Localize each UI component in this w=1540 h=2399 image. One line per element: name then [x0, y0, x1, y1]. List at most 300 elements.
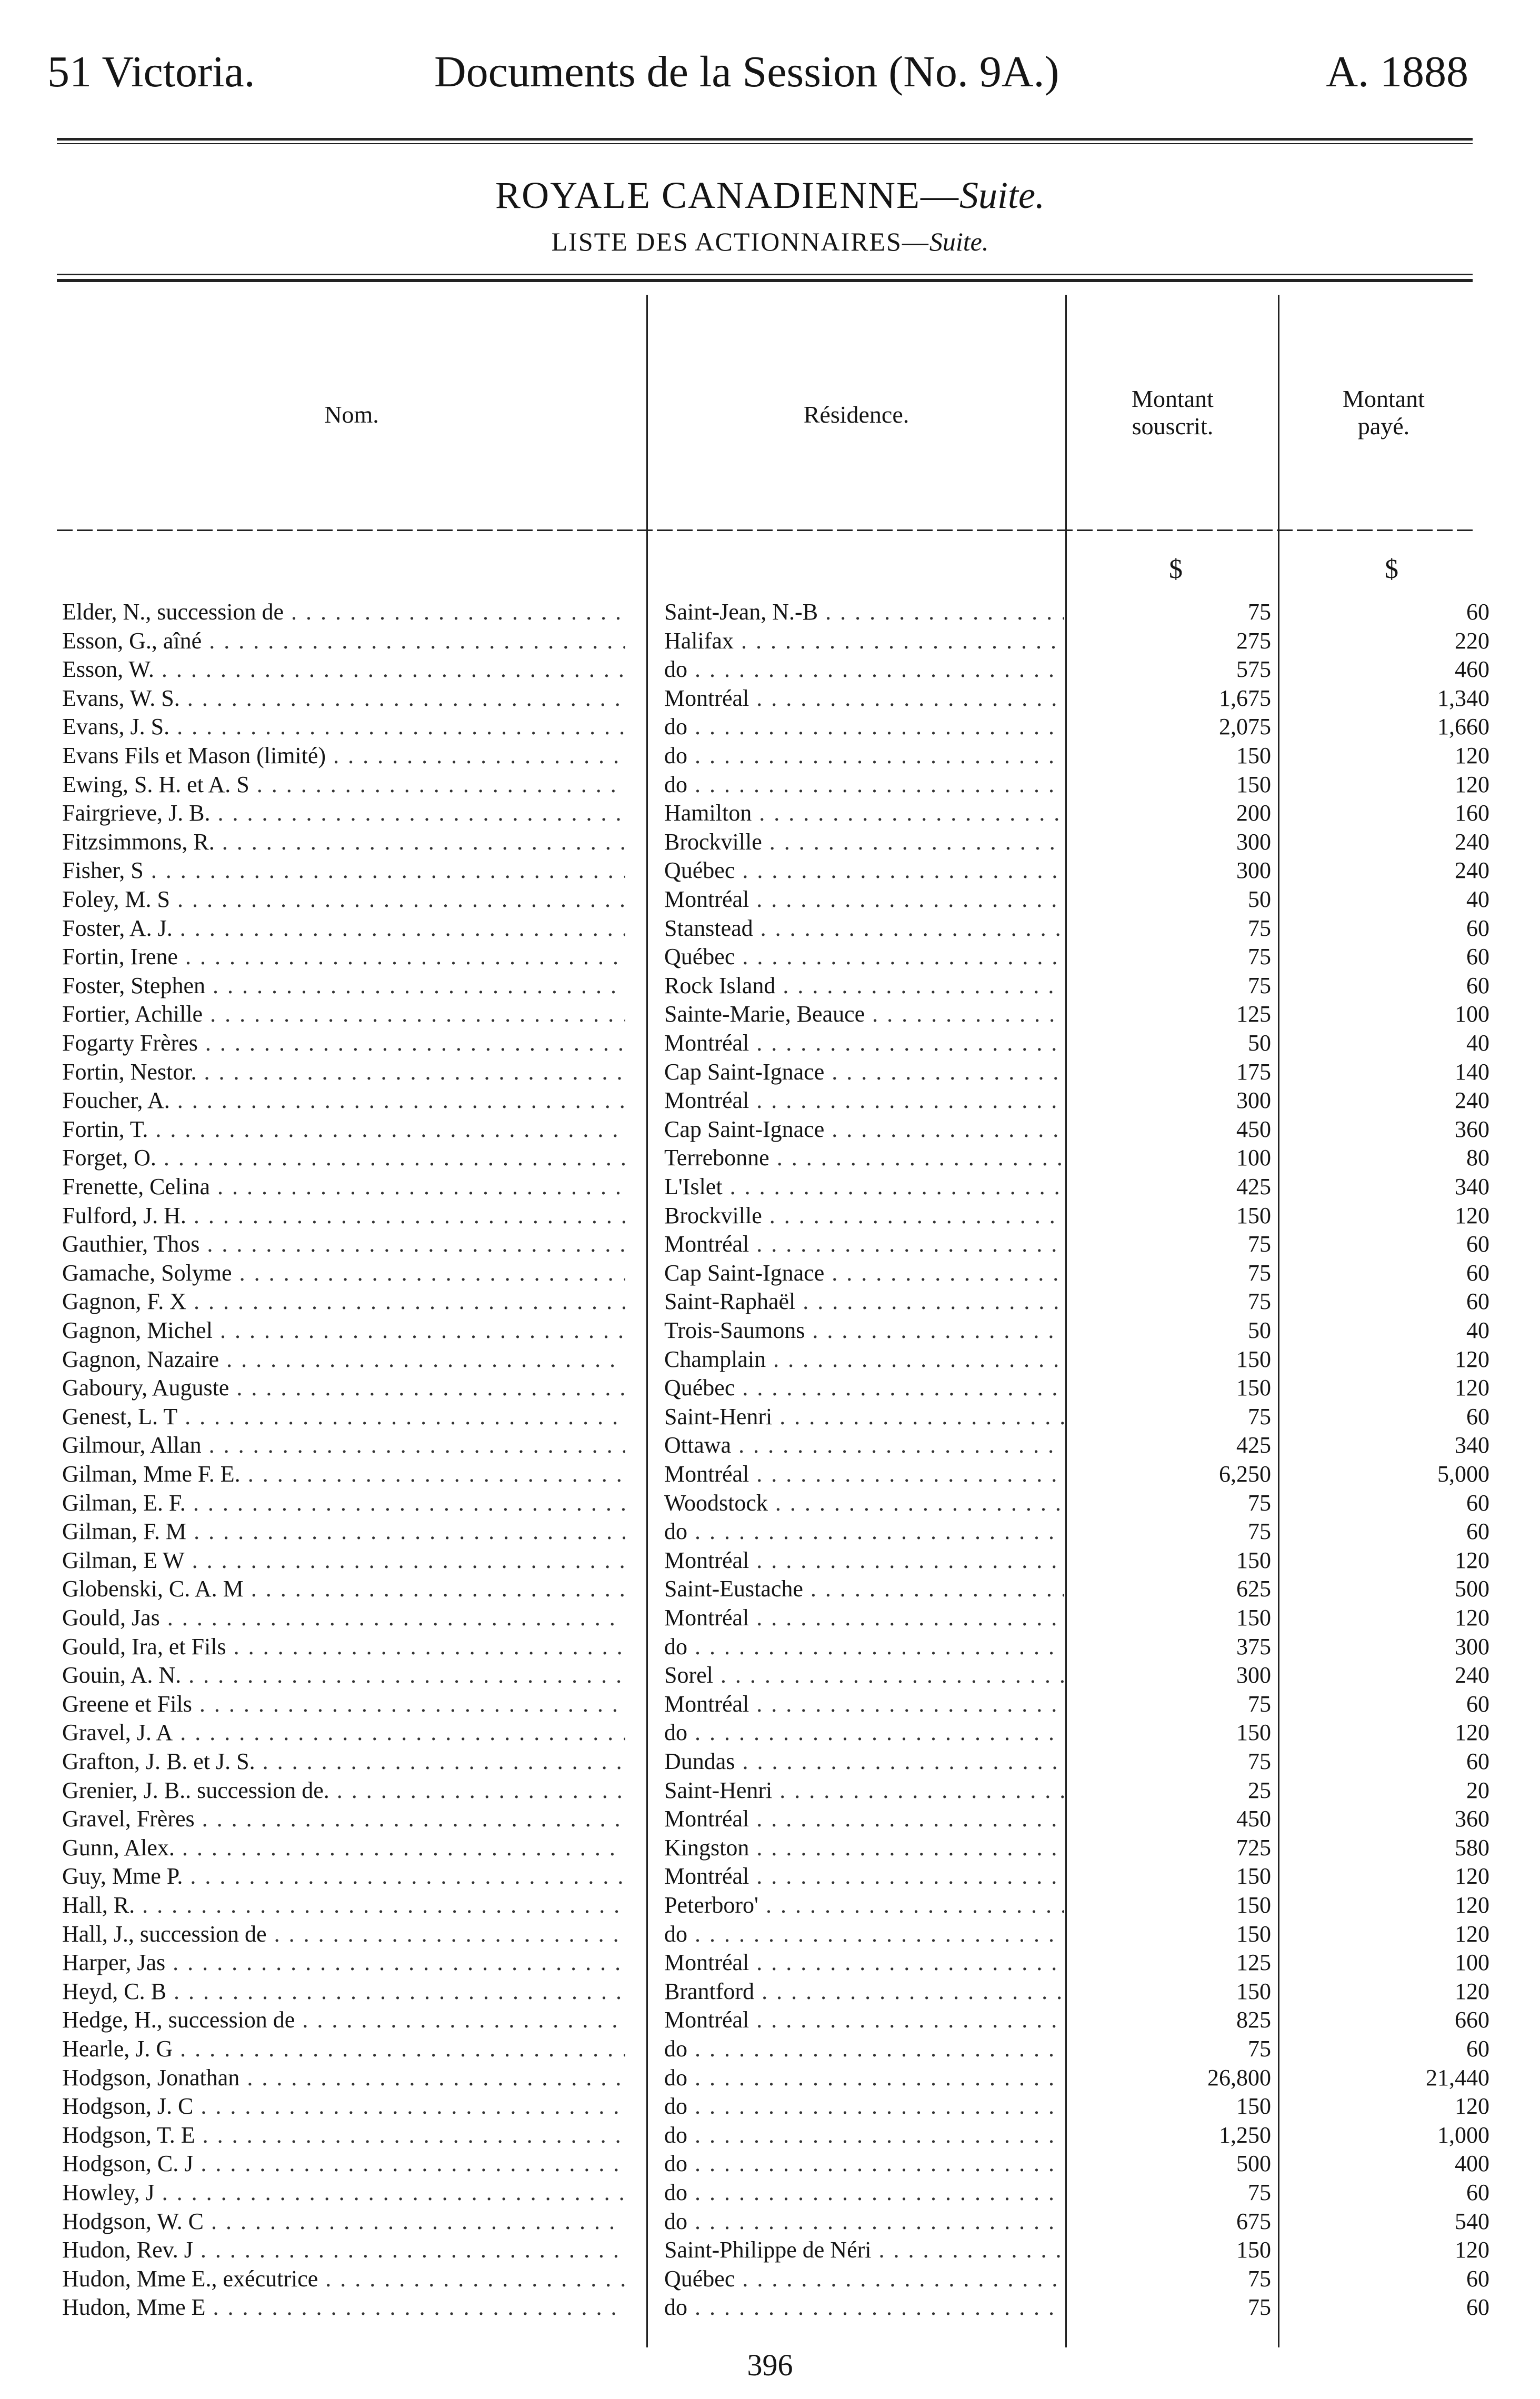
table-row: [0, 1230, 1540, 1258]
table-row: [0, 2207, 1540, 2236]
shareholder-residence: do . . .: [664, 2121, 1064, 2150]
amount-subscribed: 26,800: [1207, 2065, 1271, 2091]
shareholder-name: Gilman, Mme F. E. . . .: [62, 1460, 625, 1488]
amount-subscribed: 75: [1248, 1260, 1271, 1286]
table-row: [0, 1086, 1540, 1115]
amount-paid: 60: [1466, 2294, 1489, 2320]
shareholder-name: Hedge, H., succession de . . .: [62, 2006, 625, 2034]
amount-paid: 120: [1455, 1720, 1489, 1745]
shareholder-residence: Dundas . . .: [664, 1747, 1064, 1776]
amount-paid: 60: [1466, 2036, 1489, 2062]
shareholder-name: Hodgson, J. C . . .: [62, 2092, 625, 2121]
shareholder-name: Frenette, Celina . . .: [62, 1173, 625, 1201]
shareholder-name: Evans Fils et Mason (limité) . . .: [62, 742, 625, 770]
amount-paid: 120: [1455, 1921, 1489, 1947]
shareholder-residence: Saint-Raphaël . . .: [664, 1287, 1064, 1316]
amount-subscribed: 450: [1236, 1806, 1271, 1832]
shareholder-residence: L'Islet . . .: [664, 1173, 1064, 1201]
shareholder-name: Gravel, Frères . . .: [62, 1805, 625, 1833]
amount-paid: 60: [1466, 1404, 1489, 1430]
amount-subscribed: 500: [1236, 2151, 1271, 2176]
amount-subscribed: 125: [1236, 1950, 1271, 1975]
table-row: [0, 1661, 1540, 1690]
amount-paid: 660: [1455, 2007, 1489, 2033]
amount-subscribed: 175: [1236, 1059, 1271, 1085]
column-header-subscribed-line1: Montant: [1132, 385, 1214, 412]
table-top-rule-thin: [57, 274, 1473, 275]
amount-subscribed: 75: [1248, 1691, 1271, 1717]
shareholder-residence: do . . .: [664, 713, 1064, 741]
amount-paid: 40: [1466, 886, 1489, 912]
amount-subscribed: 100: [1236, 1145, 1271, 1171]
table-row: [0, 1517, 1540, 1546]
table-row: [0, 2236, 1540, 2264]
table-row: [0, 2035, 1540, 2063]
shareholder-name: Greene et Fils . . .: [62, 1690, 625, 1718]
shareholder-name: Fairgrieve, J. B. . . .: [62, 799, 625, 827]
section-title-suffix: Suite.: [959, 174, 1045, 216]
table-row: [0, 655, 1540, 684]
amount-paid: 120: [1455, 1892, 1489, 1918]
amount-subscribed: 25: [1248, 1777, 1271, 1803]
table-row: [0, 1345, 1540, 1374]
shareholder-name: Gilmour, Allan . . .: [62, 1431, 625, 1460]
currency-subscribed: $: [1169, 554, 1183, 584]
shareholder-residence: Terrebonne . . .: [664, 1144, 1064, 1172]
shareholder-residence: Montréal . . .: [664, 1805, 1064, 1833]
amount-paid: 60: [1466, 944, 1489, 969]
amount-subscribed: 150: [1236, 1605, 1271, 1631]
shareholder-name: Hudon, Mme E . . .: [62, 2293, 625, 2322]
table-row: [0, 2006, 1540, 2034]
shareholder-residence: Montréal . . .: [664, 1862, 1064, 1891]
amount-subscribed: 300: [1236, 857, 1271, 883]
shareholder-name: Fortin, Nestor. . . .: [62, 1058, 625, 1086]
table-row: [0, 684, 1540, 713]
shareholder-residence: Brockville . . .: [664, 1202, 1064, 1230]
shareholder-name: Forget, O. . . .: [62, 1144, 625, 1172]
amount-subscribed: 300: [1236, 1662, 1271, 1688]
amount-paid: 60: [1466, 1691, 1489, 1717]
amount-paid: 40: [1466, 1317, 1489, 1343]
column-header-subscribed: [1068, 385, 1277, 440]
currency-paid: $: [1385, 554, 1398, 584]
table-row: [0, 1862, 1540, 1891]
amount-paid: 360: [1455, 1116, 1489, 1142]
table-row: [0, 1977, 1540, 2006]
amount-subscribed: 50: [1248, 1030, 1271, 1056]
header-rule-thick: [57, 138, 1473, 141]
document-title: Documents de la Session (No. 9A.): [434, 47, 1059, 96]
amount-paid: 80: [1466, 1145, 1489, 1171]
amount-subscribed: 150: [1236, 1375, 1271, 1401]
table-row: [0, 1805, 1540, 1833]
amount-subscribed: 150: [1236, 1863, 1271, 1889]
shareholder-residence: do . . .: [664, 2035, 1064, 2063]
shareholder-name: Fortin, T. . . .: [62, 1115, 625, 1144]
shareholder-name: Gagnon, Nazaire . . .: [62, 1345, 625, 1374]
shareholder-name: Howley, J . . .: [62, 2178, 625, 2207]
table-row: [0, 1747, 1540, 1776]
table-top-rule-thick: [57, 279, 1473, 282]
amount-paid: 120: [1455, 1863, 1489, 1889]
shareholder-name: Fitzsimmons, R. . . .: [62, 828, 625, 856]
shareholder-residence: Saint-Philippe de Néri . . .: [664, 2236, 1064, 2264]
amount-paid: 120: [1455, 1547, 1489, 1573]
amount-subscribed: 150: [1236, 1892, 1271, 1918]
amount-subscribed: 75: [1248, 599, 1271, 625]
shareholder-name: Esson, W. . . .: [62, 655, 625, 684]
table-row: [0, 2092, 1540, 2121]
section-title-text: ROYALE CANADIENNE: [495, 174, 921, 216]
amount-subscribed: 6,250: [1219, 1461, 1271, 1487]
amount-paid: 540: [1455, 2208, 1489, 2234]
shareholder-name: Esson, G., aîné . . .: [62, 627, 625, 655]
shareholder-name: Hodgson, Jonathan . . .: [62, 2064, 625, 2092]
amount-paid: 60: [1466, 1288, 1489, 1314]
table-row: [0, 1575, 1540, 1603]
amount-subscribed: 150: [1236, 1203, 1271, 1228]
shareholder-name: Foucher, A. . . .: [62, 1086, 625, 1115]
amount-paid: 340: [1455, 1432, 1489, 1458]
amount-paid: 360: [1455, 1806, 1489, 1832]
shareholder-residence: Saint-Jean, N.-B . . .: [664, 598, 1064, 626]
table-row: [0, 627, 1540, 655]
amount-paid: 120: [1455, 1346, 1489, 1372]
column-header-paid-line1: Montant: [1343, 385, 1425, 412]
shareholder-residence: Québec . . .: [664, 943, 1064, 971]
amount-subscribed: 75: [1248, 2180, 1271, 2205]
table-row: [0, 2150, 1540, 2178]
table-row: [0, 771, 1540, 799]
shareholder-name: Grenier, J. B.. succession de. . . .: [62, 1776, 625, 1805]
shareholder-residence: Saint-Henri . . .: [664, 1776, 1064, 1805]
table-row: [0, 2265, 1540, 2293]
table-row: [0, 914, 1540, 943]
shareholder-residence: Montréal . . .: [664, 1029, 1064, 1057]
table-row: [0, 1144, 1540, 1172]
shareholder-name: Hodgson, W. C . . .: [62, 2207, 625, 2236]
amount-paid: 60: [1466, 1231, 1489, 1257]
shareholder-residence: Sorel . . .: [664, 1661, 1064, 1690]
page-header: [47, 46, 1468, 104]
amount-subscribed: 75: [1248, 2036, 1271, 2062]
table-row: [0, 1690, 1540, 1718]
shareholder-name: Gagnon, Michel . . .: [62, 1316, 625, 1345]
shareholder-residence: Montréal . . .: [664, 684, 1064, 713]
table-row: [0, 2121, 1540, 2150]
amount-subscribed: 300: [1236, 1087, 1271, 1113]
shareholder-residence: do . . .: [664, 1920, 1064, 1948]
amount-subscribed: 75: [1248, 1748, 1271, 1774]
shareholder-name: Gauthier, Thos . . .: [62, 1230, 625, 1258]
amount-subscribed: 1,250: [1219, 2122, 1271, 2148]
shareholder-residence: Stanstead . . .: [664, 914, 1064, 943]
shareholder-residence: Montréal . . .: [664, 1948, 1064, 1977]
amount-paid: 60: [1466, 1490, 1489, 1516]
amount-subscribed: 825: [1236, 2007, 1271, 2033]
shareholder-residence: do . . .: [664, 655, 1064, 684]
table-row: [0, 1718, 1540, 1747]
shareholder-name: Gouin, A. N. . . .: [62, 1661, 625, 1690]
amount-paid: 120: [1455, 1605, 1489, 1631]
header-rule-thin: [57, 143, 1473, 144]
amount-subscribed: 275: [1236, 628, 1271, 654]
shareholder-name: Globenski, C. A. M . . .: [62, 1575, 625, 1603]
table-row: [0, 1431, 1540, 1460]
amount-subscribed: 150: [1236, 1547, 1271, 1573]
column-header-paid-line2: payé.: [1357, 413, 1410, 439]
shareholder-name: Gould, Jas . . .: [62, 1604, 625, 1632]
shareholder-name: Hodgson, T. E . . .: [62, 2121, 625, 2150]
shareholder-residence: Montréal . . .: [664, 1546, 1064, 1575]
shareholder-name: Gravel, J. A . . .: [62, 1718, 625, 1747]
amount-paid: 240: [1455, 1087, 1489, 1113]
shareholder-name: Hall, J., succession de . . .: [62, 1920, 625, 1948]
amount-subscribed: 150: [1236, 2093, 1271, 2119]
shareholder-name: Foley, M. S . . .: [62, 885, 625, 914]
shareholder-residence: Montréal . . .: [664, 1690, 1064, 1718]
amount-paid: 240: [1455, 1662, 1489, 1688]
column-header-name: Nom.: [324, 401, 379, 428]
amount-subscribed: 300: [1236, 829, 1271, 855]
table-row: [0, 1489, 1540, 1517]
shareholder-residence: Hamilton . . .: [664, 799, 1064, 827]
amount-paid: 20: [1466, 1777, 1489, 1803]
shareholder-residence: Montréal . . .: [664, 2006, 1064, 2034]
amount-paid: 5,000: [1437, 1461, 1489, 1487]
table-row: [0, 856, 1540, 885]
column-header-subscribed-line2: souscrit.: [1132, 413, 1214, 439]
amount-subscribed: 75: [1248, 915, 1271, 941]
shareholder-name: Hodgson, C. J . . .: [62, 2150, 625, 2178]
amount-paid: 100: [1455, 1950, 1489, 1975]
shareholder-residence: Cap Saint-Ignace . . .: [664, 1259, 1064, 1287]
amount-subscribed: 75: [1248, 2266, 1271, 2292]
amount-subscribed: 150: [1236, 1978, 1271, 2004]
shareholder-name: Gamache, Solyme . . .: [62, 1259, 625, 1287]
shareholder-name: Ewing, S. H. et A. S . . .: [62, 771, 625, 799]
shareholder-residence: Montréal . . .: [664, 1460, 1064, 1488]
table-row: [0, 1058, 1540, 1086]
table-row: [0, 885, 1540, 914]
section-title: ROYALE CANADIENNE—Suite.: [495, 174, 1045, 216]
amount-paid: 1,000: [1437, 2122, 1489, 2148]
shareholder-name: Gaboury, Auguste . . .: [62, 1374, 625, 1402]
shareholder-residence: Rock Island . . .: [664, 972, 1064, 1000]
shareholder-name: Foster, A. J. . . .: [62, 914, 625, 943]
table-row: [0, 1834, 1540, 1862]
amount-paid: 120: [1455, 743, 1489, 768]
table-row: [0, 742, 1540, 770]
amount-paid: 120: [1455, 1978, 1489, 2004]
shareholder-name: Fogarty Frères . . .: [62, 1029, 625, 1057]
table-row: [0, 1000, 1540, 1028]
amount-subscribed: 150: [1236, 772, 1271, 797]
table-row: [0, 1403, 1540, 1431]
shareholder-residence: do . . .: [664, 2150, 1064, 2178]
table-row: [0, 1460, 1540, 1488]
table-row: [0, 1920, 1540, 1948]
shareholder-residence: Peterboro' . . .: [664, 1891, 1064, 1920]
amount-subscribed: 425: [1236, 1432, 1271, 1458]
amount-subscribed: 200: [1236, 800, 1271, 826]
shareholder-name: Gunn, Alex. . . .: [62, 1834, 625, 1862]
table-row: [0, 713, 1540, 741]
table-row: [0, 1374, 1540, 1402]
amount-paid: 60: [1466, 973, 1489, 998]
amount-subscribed: 75: [1248, 1490, 1271, 1516]
table-row: [0, 2064, 1540, 2092]
section-subtitle-suffix: Suite.: [929, 227, 989, 256]
table-row: [0, 1202, 1540, 1230]
table-row: [0, 799, 1540, 827]
table-row: [0, 1287, 1540, 1316]
table-row: [0, 1633, 1540, 1661]
amount-paid: 60: [1466, 915, 1489, 941]
shareholder-name: Genest, L. T . . .: [62, 1403, 625, 1431]
amount-paid: 120: [1455, 772, 1489, 797]
shareholder-residence: Québec . . .: [664, 2265, 1064, 2293]
shareholder-residence: do . . .: [664, 1633, 1064, 1661]
shareholder-name: Gilman, E W . . .: [62, 1546, 625, 1575]
shareholder-residence: Halifax . . .: [664, 627, 1064, 655]
amount-subscribed: 75: [1248, 944, 1271, 969]
shareholder-residence: Québec . . .: [664, 1374, 1064, 1402]
amount-paid: 240: [1455, 857, 1489, 883]
amount-paid: 21,440: [1426, 2065, 1489, 2091]
table-row: [0, 1029, 1540, 1057]
amount-paid: 60: [1466, 2180, 1489, 2205]
amount-subscribed: 75: [1248, 1404, 1271, 1430]
shareholder-name: Guy, Mme P. . . .: [62, 1862, 625, 1891]
shareholder-residence: Cap Saint-Ignace . . .: [664, 1115, 1064, 1144]
amount-subscribed: 1,675: [1219, 685, 1271, 711]
amount-paid: 1,660: [1437, 714, 1489, 739]
shareholder-residence: do . . .: [664, 771, 1064, 799]
table-row: [0, 1115, 1540, 1144]
shareholder-name: Gilman, F. M . . .: [62, 1517, 625, 1546]
amount-subscribed: 50: [1248, 886, 1271, 912]
shareholder-residence: Brantford . . .: [664, 1977, 1064, 2006]
amount-paid: 60: [1466, 599, 1489, 625]
amount-paid: 340: [1455, 1174, 1489, 1200]
shareholder-residence: do . . .: [664, 1718, 1064, 1747]
shareholder-name: Grafton, J. B. et J. S. . . .: [62, 1747, 625, 1776]
page-number: 396: [747, 2348, 793, 2382]
amount-subscribed: 150: [1236, 1921, 1271, 1947]
table-row: [0, 943, 1540, 971]
table-row: [0, 2293, 1540, 2322]
shareholder-residence: Sainte-Marie, Beauce . . .: [664, 1000, 1064, 1028]
amount-subscribed: 150: [1236, 1720, 1271, 1745]
table-row: [0, 1948, 1540, 1977]
shareholder-residence: Ottawa . . .: [664, 1431, 1064, 1460]
table-row: [0, 828, 1540, 856]
year-label: A. 1888: [1326, 47, 1468, 96]
shareholder-residence: Saint-Henri . . .: [664, 1403, 1064, 1431]
amount-subscribed: 625: [1236, 1576, 1271, 1602]
amount-paid: 400: [1455, 2151, 1489, 2176]
shareholder-name: Evans, W. S. . . .: [62, 684, 625, 713]
table-row: [0, 1546, 1540, 1575]
shareholder-residence: Woodstock . . .: [664, 1489, 1064, 1517]
amount-subscribed: 150: [1236, 743, 1271, 768]
shareholder-name: Hudon, Rev. J . . .: [62, 2236, 625, 2264]
header-bottom-rule: [57, 529, 1473, 531]
shareholder-name: Fulford, J. H. . . .: [62, 1202, 625, 1230]
table-row: [0, 2178, 1540, 2207]
shareholder-name: Fortier, Achille . . .: [62, 1000, 625, 1028]
shareholder-residence: do . . .: [664, 1517, 1064, 1546]
shareholder-residence: do . . .: [664, 2178, 1064, 2207]
amount-paid: 60: [1466, 1518, 1489, 1544]
column-header-paid: [1281, 385, 1486, 440]
amount-paid: 120: [1455, 1375, 1489, 1401]
shareholder-residence: Montréal . . .: [664, 1604, 1064, 1632]
amount-subscribed: 150: [1236, 2237, 1271, 2263]
shareholder-residence: Saint-Eustache . . .: [664, 1575, 1064, 1603]
shareholder-residence: do . . .: [664, 2064, 1064, 2092]
amount-paid: 1,340: [1437, 685, 1489, 711]
amount-subscribed: 450: [1236, 1116, 1271, 1142]
amount-paid: 220: [1455, 628, 1489, 654]
shareholder-residence: do . . .: [664, 2092, 1064, 2121]
shareholder-residence: Québec . . .: [664, 856, 1064, 885]
shareholder-residence: do . . .: [664, 2207, 1064, 2236]
amount-paid: 120: [1455, 1203, 1489, 1228]
session-label: 51 Victoria.: [47, 47, 255, 96]
shareholder-residence: do . . .: [664, 2293, 1064, 2322]
amount-subscribed: 75: [1248, 1288, 1271, 1314]
shareholder-residence: do . . .: [664, 742, 1064, 770]
amount-subscribed: 375: [1236, 1634, 1271, 1660]
shareholder-name: Gagnon, F. X . . .: [62, 1287, 625, 1316]
shareholder-name: Evans, J. S. . . .: [62, 713, 625, 741]
amount-subscribed: 2,075: [1219, 714, 1271, 739]
shareholder-name: Foster, Stephen . . .: [62, 972, 625, 1000]
amount-paid: 240: [1455, 829, 1489, 855]
shareholder-residence: Brockville . . .: [664, 828, 1064, 856]
amount-subscribed: 75: [1248, 973, 1271, 998]
amount-subscribed: 75: [1248, 1231, 1271, 1257]
shareholder-name: Fortin, Irene . . .: [62, 943, 625, 971]
table-row: [0, 1776, 1540, 1805]
table-row: [0, 1316, 1540, 1345]
amount-subscribed: 575: [1236, 656, 1271, 682]
amount-paid: 120: [1455, 2237, 1489, 2263]
table-row: [0, 972, 1540, 1000]
amount-paid: 580: [1455, 1835, 1489, 1861]
shareholder-residence: Kingston . . .: [664, 1834, 1064, 1862]
shareholder-name: Hudon, Mme E., exécutrice . . .: [62, 2265, 625, 2293]
table-row: [0, 1604, 1540, 1632]
section-subtitle-text: LISTE DES ACTIONNAIRES: [551, 227, 902, 256]
amount-subscribed: 425: [1236, 1174, 1271, 1200]
amount-subscribed: 75: [1248, 2294, 1271, 2320]
table-row: [0, 1259, 1540, 1287]
amount-paid: 500: [1455, 1576, 1489, 1602]
column-header-residence: Résidence.: [803, 401, 909, 428]
shareholder-name: Harper, Jas . . .: [62, 1948, 625, 1977]
amount-paid: 300: [1455, 1634, 1489, 1660]
amount-paid: 60: [1466, 1748, 1489, 1774]
amount-subscribed: 675: [1236, 2208, 1271, 2234]
amount-paid: 40: [1466, 1030, 1489, 1056]
amount-paid: 120: [1455, 2093, 1489, 2119]
shareholder-residence: Montréal . . .: [664, 1230, 1064, 1258]
amount-paid: 140: [1455, 1059, 1489, 1085]
